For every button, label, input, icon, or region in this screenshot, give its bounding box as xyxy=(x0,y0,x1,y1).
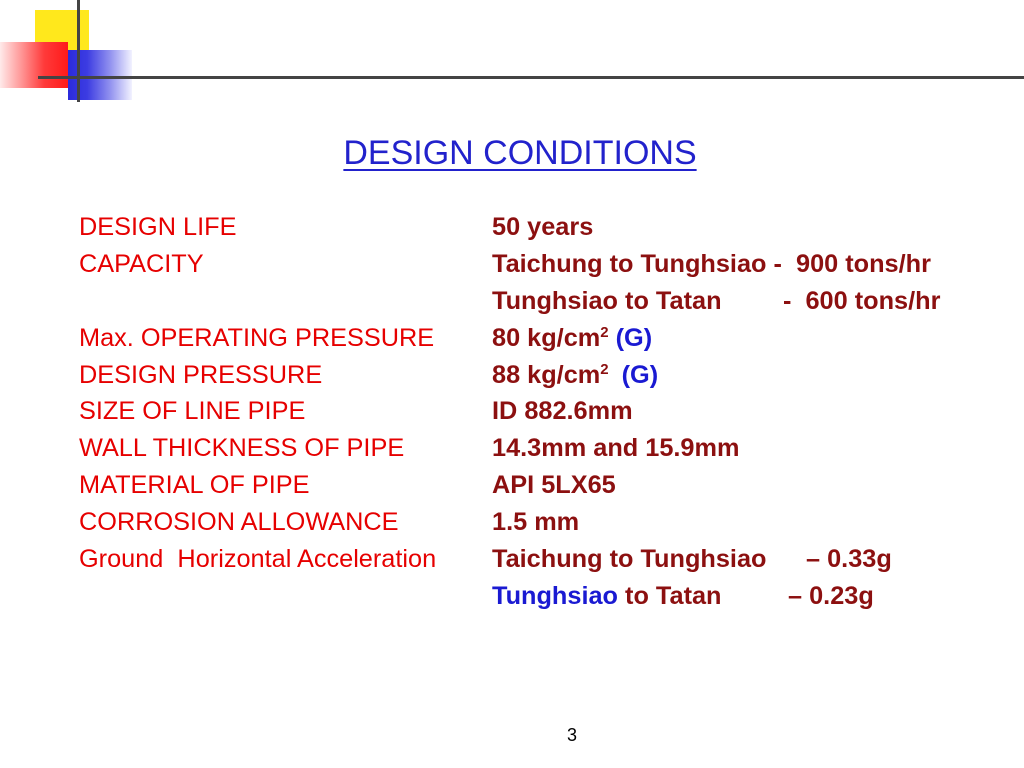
value-acceleration-tunghsiao-tatan xyxy=(492,578,874,615)
acceleration-route-taichung-tunghsiao: Taichung to Tunghsiao xyxy=(492,545,767,574)
max-operating-pressure-exponent: 2 xyxy=(600,323,609,341)
value-capacity-taichung-tunghsiao: Taichung to Tunghsiao - 900 tons/hr xyxy=(492,249,931,278)
value-acceleration-taichung-tunghsiao xyxy=(492,541,892,578)
row-design-life xyxy=(0,209,1024,246)
capacity-route-tunghsiao-tatan: Tunghsiao to Tatan xyxy=(492,286,722,315)
value-wall-thickness-of-pipe: 14.3mm and 15.9mm xyxy=(492,434,740,463)
acceleration-value-taichung-tunghsiao: – 0.33g xyxy=(806,545,892,574)
header-rule xyxy=(38,76,1024,79)
row-ground-horizontal-acceleration xyxy=(0,541,1024,578)
row-ground-horizontal-acceleration-continued xyxy=(0,578,1024,615)
value-material-of-pipe: API 5LX65 xyxy=(492,471,616,500)
value-design-life: 50 years xyxy=(492,213,594,241)
max-operating-pressure-number: 80 kg/cm xyxy=(492,323,601,352)
design-pressure-gauge: (G) xyxy=(621,360,659,389)
acceleration-route-from-tunghsiao: Tunghsiao xyxy=(492,581,619,610)
capacity-rate-tunghsiao-tatan: - 600 tons/hr xyxy=(783,286,941,315)
label-ground-horizontal-acceleration: Ground Horizontal Acceleration xyxy=(79,545,437,574)
label-capacity: CAPACITY xyxy=(79,249,204,278)
label-wall-thickness-of-pipe: WALL THICKNESS OF PIPE xyxy=(79,434,405,463)
row-capacity-continued xyxy=(0,283,1024,320)
row-max-operating-pressure xyxy=(0,320,1024,357)
red-gradient-decoration xyxy=(0,42,68,88)
row-size-of-line-pipe xyxy=(0,393,1024,430)
label-design-pressure: DESIGN PRESSURE xyxy=(79,360,323,389)
design-conditions-table xyxy=(0,209,1024,615)
acceleration-value-tunghsiao-tatan: – 0.23g xyxy=(788,581,874,610)
row-corrosion-allowance xyxy=(0,504,1024,541)
slide-title: DESIGN CONDITIONS xyxy=(343,134,697,172)
row-wall-thickness-of-pipe xyxy=(0,430,1024,467)
value-corrosion-allowance: 1.5 mm xyxy=(492,508,580,537)
value-design-pressure xyxy=(492,357,658,394)
value-capacity-tunghsiao-tatan xyxy=(492,283,941,320)
row-capacity xyxy=(0,246,1024,283)
row-material-of-pipe xyxy=(0,467,1024,504)
corner-decoration xyxy=(0,0,140,110)
label-size-of-line-pipe: SIZE OF LINE PIPE xyxy=(79,397,306,426)
value-size-of-line-pipe: ID 882.6mm xyxy=(492,397,633,426)
acceleration-route-to-tatan: to Tatan xyxy=(625,581,722,610)
row-design-pressure xyxy=(0,357,1024,394)
label-material-of-pipe: MATERIAL OF PIPE xyxy=(79,471,310,500)
label-corrosion-allowance: CORROSION ALLOWANCE xyxy=(79,508,399,537)
design-pressure-exponent: 2 xyxy=(600,360,609,378)
value-max-operating-pressure xyxy=(492,320,652,357)
page-number: 3 xyxy=(566,725,577,745)
label-design-life: DESIGN LIFE xyxy=(79,213,237,241)
design-pressure-number: 88 kg/cm xyxy=(492,360,601,389)
label-max-operating-pressure: Max. OPERATING PRESSURE xyxy=(79,323,435,352)
vertical-rule xyxy=(77,0,80,102)
max-operating-pressure-gauge: (G) xyxy=(615,323,653,352)
